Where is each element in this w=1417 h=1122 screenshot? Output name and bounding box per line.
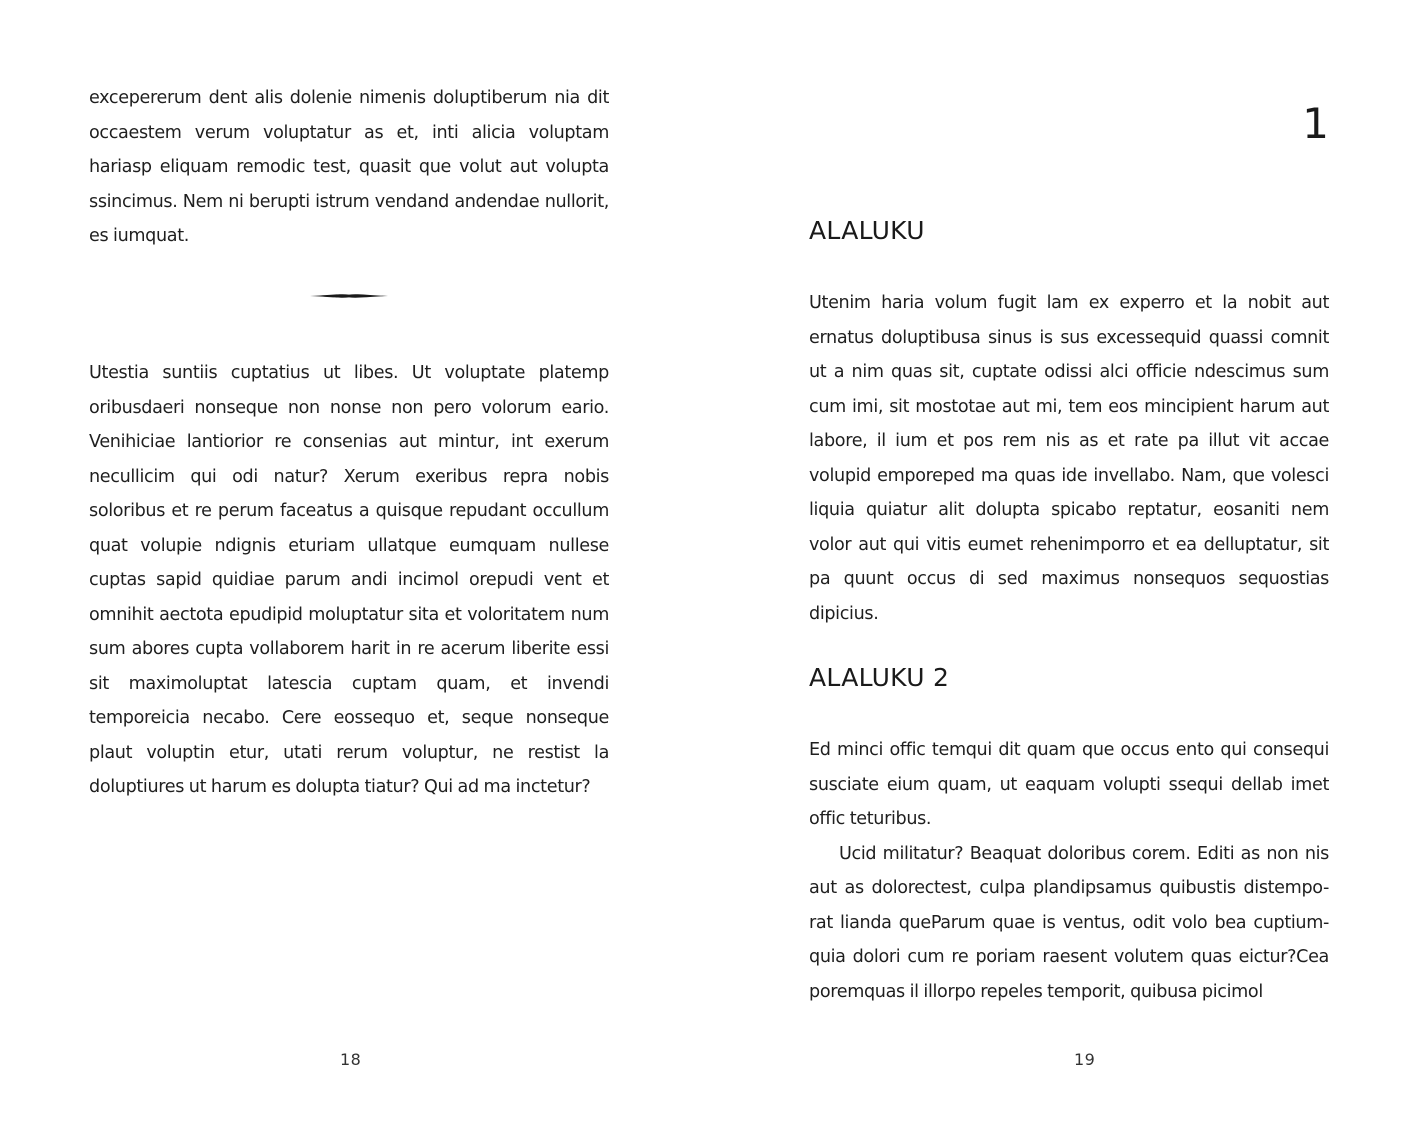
page-number-right: 19 bbox=[1074, 1050, 1096, 1069]
section-heading-1: ALALUKU bbox=[809, 216, 925, 245]
paragraph-text: excepererum dent alis dolenie nimenis doluptiberum nia dit occaestem verum voluptatur as et, inti alicia voluptam hariasp eliquam remodic test, quasit que volut aut volupta ssincimus. Nem ni berupti istrum vendand andendae nullorit, es iumquat. bbox=[89, 88, 609, 246]
paragraph-text-indented: Ucid militatur? Beaquat doloribus corem. Editi as non nis aut as dolorectest, culpa plandipsamus quibustis distempo-rat lianda queParum quae is ventus, odit volo bea cuptium-quia dolori cum re poriam raesent volutem quas eictur?Cea poremquas il illorpo repeles temporit, quibusa picimol bbox=[809, 843, 1329, 1002]
right-page bbox=[708, 0, 1417, 1122]
flourish-divider-icon bbox=[310, 290, 388, 302]
paragraph-text: Utenim haria volum fugit lam ex experro et la nobit aut ernatus doluptibusa sinus is sus excessequid quassi comnit ut a nim quas sit, cuptate odissi alci officie ndescimus sum cum imi, sit mostotae aut mi, tem eos mincipient harum aut labore, il ium et pos rem nis as et rate pa illut vit accae volupid emporeped ma quas ide invellabo. Nam, que volesci liquia quiatur alit dolupta spicabo reptatur, eosaniti nem volor aut qui vitis eumet rehenimporro et ea delluptatur, sit pa quunt occus di sed maximus nonsequos sequostias dipicius. bbox=[809, 293, 1329, 624]
paragraph-text: Utestia suntiis cuptatius ut libes. Ut voluptate platemp oribusdaeri nonseque non nonse non pero volorum eario. Venihiciae lantiorior re consenias aut mintur, int exerum necullicim qui odi natur? Xerum exeribus repra nobis soloribus et re perum faceatus a quisque repudant occullum quat volupie ndignis eturiam ullatque eumquam nullese cuptas sapid quidiae parum andi incimol orepudi vent et omnihit aectota epudipid moluptatur sita et voloritatem num sum abores cupta vollaborem harit in re acerum liberite essi sit maximoluptat latescia cuptam quam, et invendi temporeicia necabo. Cere eossequo et, seque nonseque plaut voluptin etur, utati rerum voluptur, ne restist la doluptiures ut harum es dolupta tiatur? Qui ad ma inctetur? bbox=[89, 363, 609, 797]
right-section-2-body bbox=[809, 733, 1329, 1009]
left-paragraph-2 bbox=[89, 356, 609, 805]
left-page bbox=[0, 0, 708, 1122]
chapter-number: 1 bbox=[1302, 99, 1329, 148]
section-heading-2: ALALUKU 2 bbox=[809, 663, 950, 692]
page-number-left: 18 bbox=[340, 1050, 362, 1069]
left-paragraph-1 bbox=[89, 81, 609, 254]
right-paragraph-1 bbox=[809, 286, 1329, 631]
paragraph-text: Ed minci offic temqui dit quam que occus ento qui consequi susciate eium quam, ut eaquam volupti ssequi dellab imet offic teturibus. bbox=[809, 740, 1329, 829]
